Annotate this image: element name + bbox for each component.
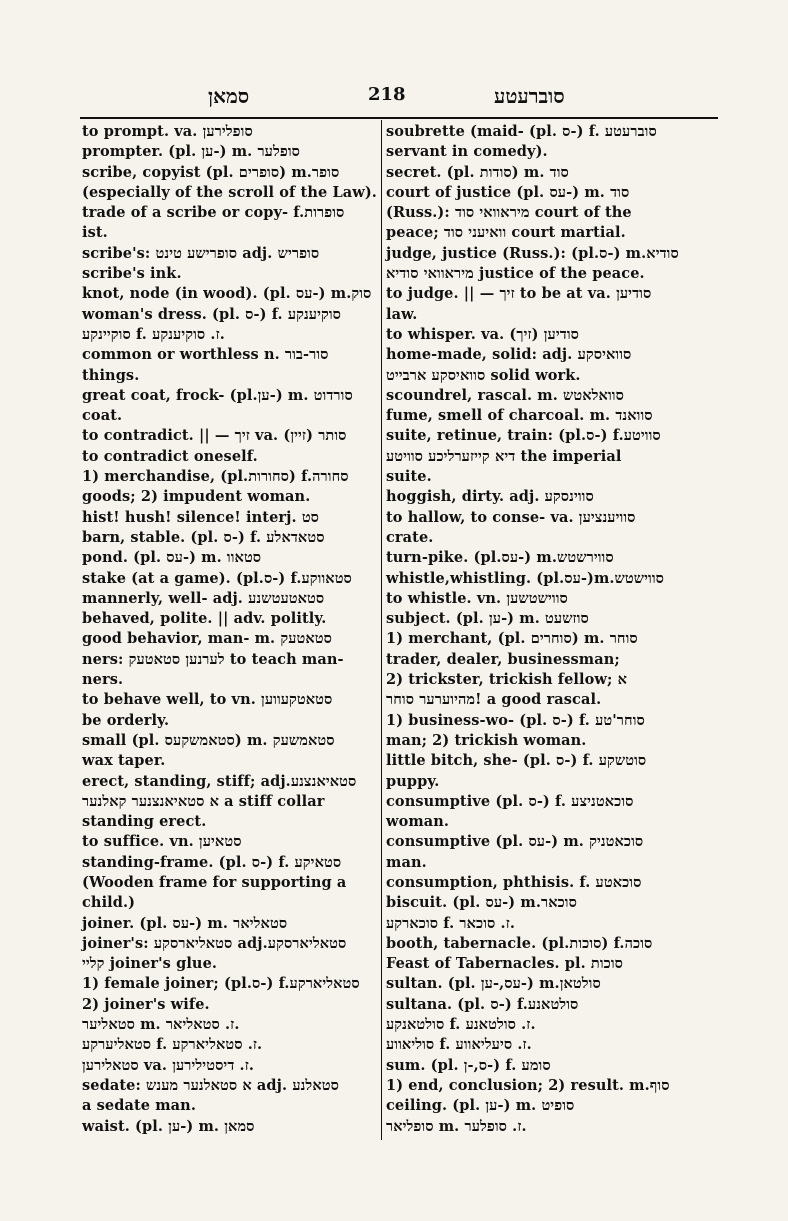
dictionary-line: 1) business-wo- (pl. ס-) f. סוחר'טע <box>386 711 645 729</box>
dictionary-line: 1) end, conclusion; 2) result. m.סוף <box>386 1076 670 1094</box>
dictionary-line: sultana. (pl. ס-) f.סולטאנע <box>386 995 579 1013</box>
dictionary-line: common or worthless n. סור-בור <box>82 346 329 364</box>
dictionary-line: א סטאיאנצנער קאלנער a stiff collar <box>82 792 325 810</box>
dictionary-line: small (pl. סטאמשקעס) m. סטאמשעק <box>82 731 335 749</box>
dictionary-line: sum. (pl. ס,-ן-) f. סומע <box>386 1056 551 1074</box>
dictionary-line: standing erect. <box>82 813 207 831</box>
dictionary-line: mannerly, well- adj. סטאטעטשנע <box>82 589 325 607</box>
dictionary-line: מיראוואי סודיא justice of the peace. <box>386 265 645 283</box>
dictionary-line: waist. (pl. ען-) m. סמאן <box>82 1117 255 1135</box>
dictionary-line: peace; וואיעני סוד court martial. <box>386 224 626 242</box>
dictionary-line: קליי joiner's glue. <box>82 955 218 973</box>
dictionary-line: trade of a scribe or copy- f.סופרות <box>82 204 345 222</box>
dictionary-line: סטאלירען va. ז. דיסטילירען. <box>82 1056 254 1074</box>
right-column <box>386 122 679 1137</box>
dictionary-line: (especially of the scroll of the Law). <box>82 183 377 201</box>
dictionary-line: sultan. (pl. עס,-ען-) m.סולטאן <box>386 975 601 993</box>
dictionary-line: court of justice (pl. עס-) m. סוד <box>386 183 630 201</box>
dictionary-line: a sedate man. <box>82 1097 196 1115</box>
dictionary-line: things. <box>82 366 140 384</box>
dictionary-line: consumption, phthisis. f. סוכאטע <box>386 873 642 891</box>
dictionary-line: consumptive (pl. ס-) f. סוכאטניצע <box>386 792 634 810</box>
dictionary-line: servant in comedy). <box>386 143 548 161</box>
dictionary-line: child.) <box>82 894 136 912</box>
dictionary-line: fume, smell of charcoal. m. סוואנד <box>386 407 653 425</box>
page-header <box>0 84 788 112</box>
dictionary-line: hist! hush! silence! interj. סט <box>82 508 320 526</box>
dictionary-line: subject. (pl. ען-) m. סוזשעט <box>386 610 589 628</box>
dictionary-line: to suffice. vn. סטאיען <box>82 833 242 851</box>
dictionary-line: booth, tabernacle. (pl.סוכות) f.סוכה <box>386 934 653 952</box>
dictionary-line: woman. <box>386 813 450 831</box>
dictionary-line: סולטאנקע f. ז. סולטאנע. <box>386 1016 536 1034</box>
dictionary-line: 1) female joiner; (pl.ס-) f.סטאליארקע <box>82 975 360 993</box>
dictionary-line: turn-pike. (pl.עס-) m.סווירשטש <box>386 549 614 567</box>
dictionary-line: little bitch, she- (pl. ס-) f. סוטשקע <box>386 752 647 770</box>
dictionary-line: knot, node (in wood). (pl. עס-) m.סוק <box>82 285 372 303</box>
header-left-guide-word: סמאן <box>208 84 250 108</box>
left-column <box>82 122 377 1137</box>
dictionary-line: be orderly. <box>82 711 170 729</box>
dictionary-line: to judge. || — זיך to be at va. סודיען <box>386 285 652 303</box>
dictionary-line: סוכארקע f. ז. סוכאר. <box>386 914 515 932</box>
dictionary-line: hoggish, dirty. adj. סווינסקע <box>386 488 594 506</box>
dictionary-line: law. <box>386 305 418 323</box>
dictionary-line: crate. <box>386 528 434 546</box>
dictionary-line: soubrette (maid- (pl. ס-) f. סוברעטע <box>386 123 657 140</box>
dictionary-line: secret. (pl. סודות) m. סוד <box>386 163 569 181</box>
dictionary-line: whistle,whistling. (pl.עס-)m.סווישטש <box>386 569 665 587</box>
dictionary-line: to hallow, to conse- va. סוויענציען <box>386 508 636 526</box>
dictionary-line: sedate: א סטאלנער מענש adj. סטאלנע <box>82 1076 339 1094</box>
dictionary-line: scribe's: סופרישע טינט adj. סופריש <box>82 244 320 262</box>
dictionary-line: stake (at a game). (pl.ס-) f.סטאווקע <box>82 569 352 587</box>
dictionary-line: 2) joiner's wife. <box>82 995 210 1013</box>
dictionary-line: ceiling. (pl. ען-) m. סופיט <box>386 1097 575 1115</box>
dictionary-line: coat. <box>82 407 123 425</box>
dictionary-line: good behavior, man- m. סטאטעק <box>82 630 332 648</box>
dictionary-line: Feast of Tabernacles. pl. סוכות <box>386 955 624 973</box>
dictionary-line: standing-frame. (pl. ס-) f. סטאיקע <box>82 853 342 871</box>
dictionary-line: to whisper. va. (זיך) סודיען <box>386 325 579 343</box>
dictionary-line: goods; 2) impudent woman. <box>82 488 311 506</box>
dictionary-line: woman's dress. (pl. ס-) f. סוקיענקע <box>82 305 342 323</box>
dictionary-line: scribe's ink. <box>82 265 182 283</box>
dictionary-line: to whistle. vn. סווישטשען <box>386 589 568 607</box>
dictionary-line: ist. <box>82 224 108 242</box>
dictionary-line: (Russ.): מיראוואי סוד court of the <box>386 204 632 222</box>
dictionary-line: סוקיינקע f. ז. סוקיענקע. <box>82 325 225 343</box>
dictionary-line: סטאליערקע f. ז. סטאליארקע. <box>82 1036 263 1054</box>
dictionary-line: to contradict. || — זיך va. (זיין) סותר <box>82 427 347 445</box>
dictionary-line: consumptive (pl. עס-) m. סוכאטניק <box>386 833 644 851</box>
dictionary-line: מהיוערער סוחר! a good rascal. <box>386 691 602 709</box>
dictionary-line: great coat, frock- (pl.ען-) m. סורדוט <box>82 386 353 404</box>
dictionary-line: joiner. (pl. עס-) m. סטאליאר <box>82 914 288 932</box>
dictionary-line: man; 2) trickish woman. <box>386 731 587 749</box>
dictionary-line: home-made, solid: adj. סוואיסקע <box>386 346 632 364</box>
page-number: 218 <box>368 84 406 105</box>
dictionary-line: 1) merchandise, (pl.סחורות) f.סחורה <box>82 468 349 486</box>
dictionary-line: puppy. <box>386 772 440 790</box>
dictionary-line: (Wooden frame for supporting a <box>82 873 347 891</box>
dictionary-line: suite. <box>386 468 432 486</box>
header-right-guide-word: סוברעטע <box>494 84 565 108</box>
dictionary-line: biscuit. (pl. עס-) m.סוכאר <box>386 894 577 912</box>
dictionary-line: wax taper. <box>82 752 166 770</box>
dictionary-line: 2) trickster, trickish fellow; א <box>386 671 628 689</box>
dictionary-line: סטאליער m. ז. סטאליאר. <box>82 1016 240 1034</box>
dictionary-line: to contradict oneself. <box>82 447 258 465</box>
dictionary-line: behaved, polite. || adv. politly. <box>82 610 327 628</box>
dictionary-line: סוליאווע f. ז. סיעליאווע. <box>386 1036 532 1054</box>
dictionary-line: scribe, copyist (pl. סופרים) m.סופר <box>82 163 340 181</box>
dictionary-line: scoundrel, rascal. m. סוואלאטש <box>386 386 624 404</box>
dictionary-line: סוואיסקע ארבייט solid work. <box>386 366 581 384</box>
dictionary-line: סופליאר m. ז. סופלער. <box>386 1117 527 1135</box>
dictionary-line: ners: לערנען סטאטעק to teach man- <box>82 650 344 668</box>
dictionary-line: trader, dealer, businessman; <box>386 650 620 668</box>
dictionary-line: erect, standing, stiff; adj.סטאיאנצנע <box>82 772 357 790</box>
column-divider <box>381 120 382 1140</box>
dictionary-line: ners. <box>82 671 124 689</box>
dictionary-line: 1) merchant, (pl. סוחרים) m. סוחר <box>386 630 638 648</box>
header-rule <box>80 117 718 119</box>
dictionary-line: to behave well, to vn. סטאטקעווען <box>82 691 333 709</box>
dictionary-line: to prompt. va. סופלירען <box>82 123 253 140</box>
dictionary-line: prompter. (pl. ען-) m. סופלער <box>82 143 301 161</box>
dictionary-line: man. <box>386 853 427 871</box>
dictionary-line: barn, stable. (pl. ס-) f. סטאדאלע <box>82 528 325 546</box>
dictionary-line: judge, justice (Russ.): (pl.ס-) m.סודיא <box>386 244 679 262</box>
dictionary-line: pond. (pl. עס-) m. סטאוו <box>82 549 262 567</box>
dictionary-line: joiner's: סטאליארסקע adj.סטאליארסקע <box>82 934 347 952</box>
dictionary-line: דיא קייזערליכע סוויטע the imperial <box>386 447 622 465</box>
dictionary-line: suite, retinue, train: (pl.ס-) f.סוויטע <box>386 427 661 445</box>
